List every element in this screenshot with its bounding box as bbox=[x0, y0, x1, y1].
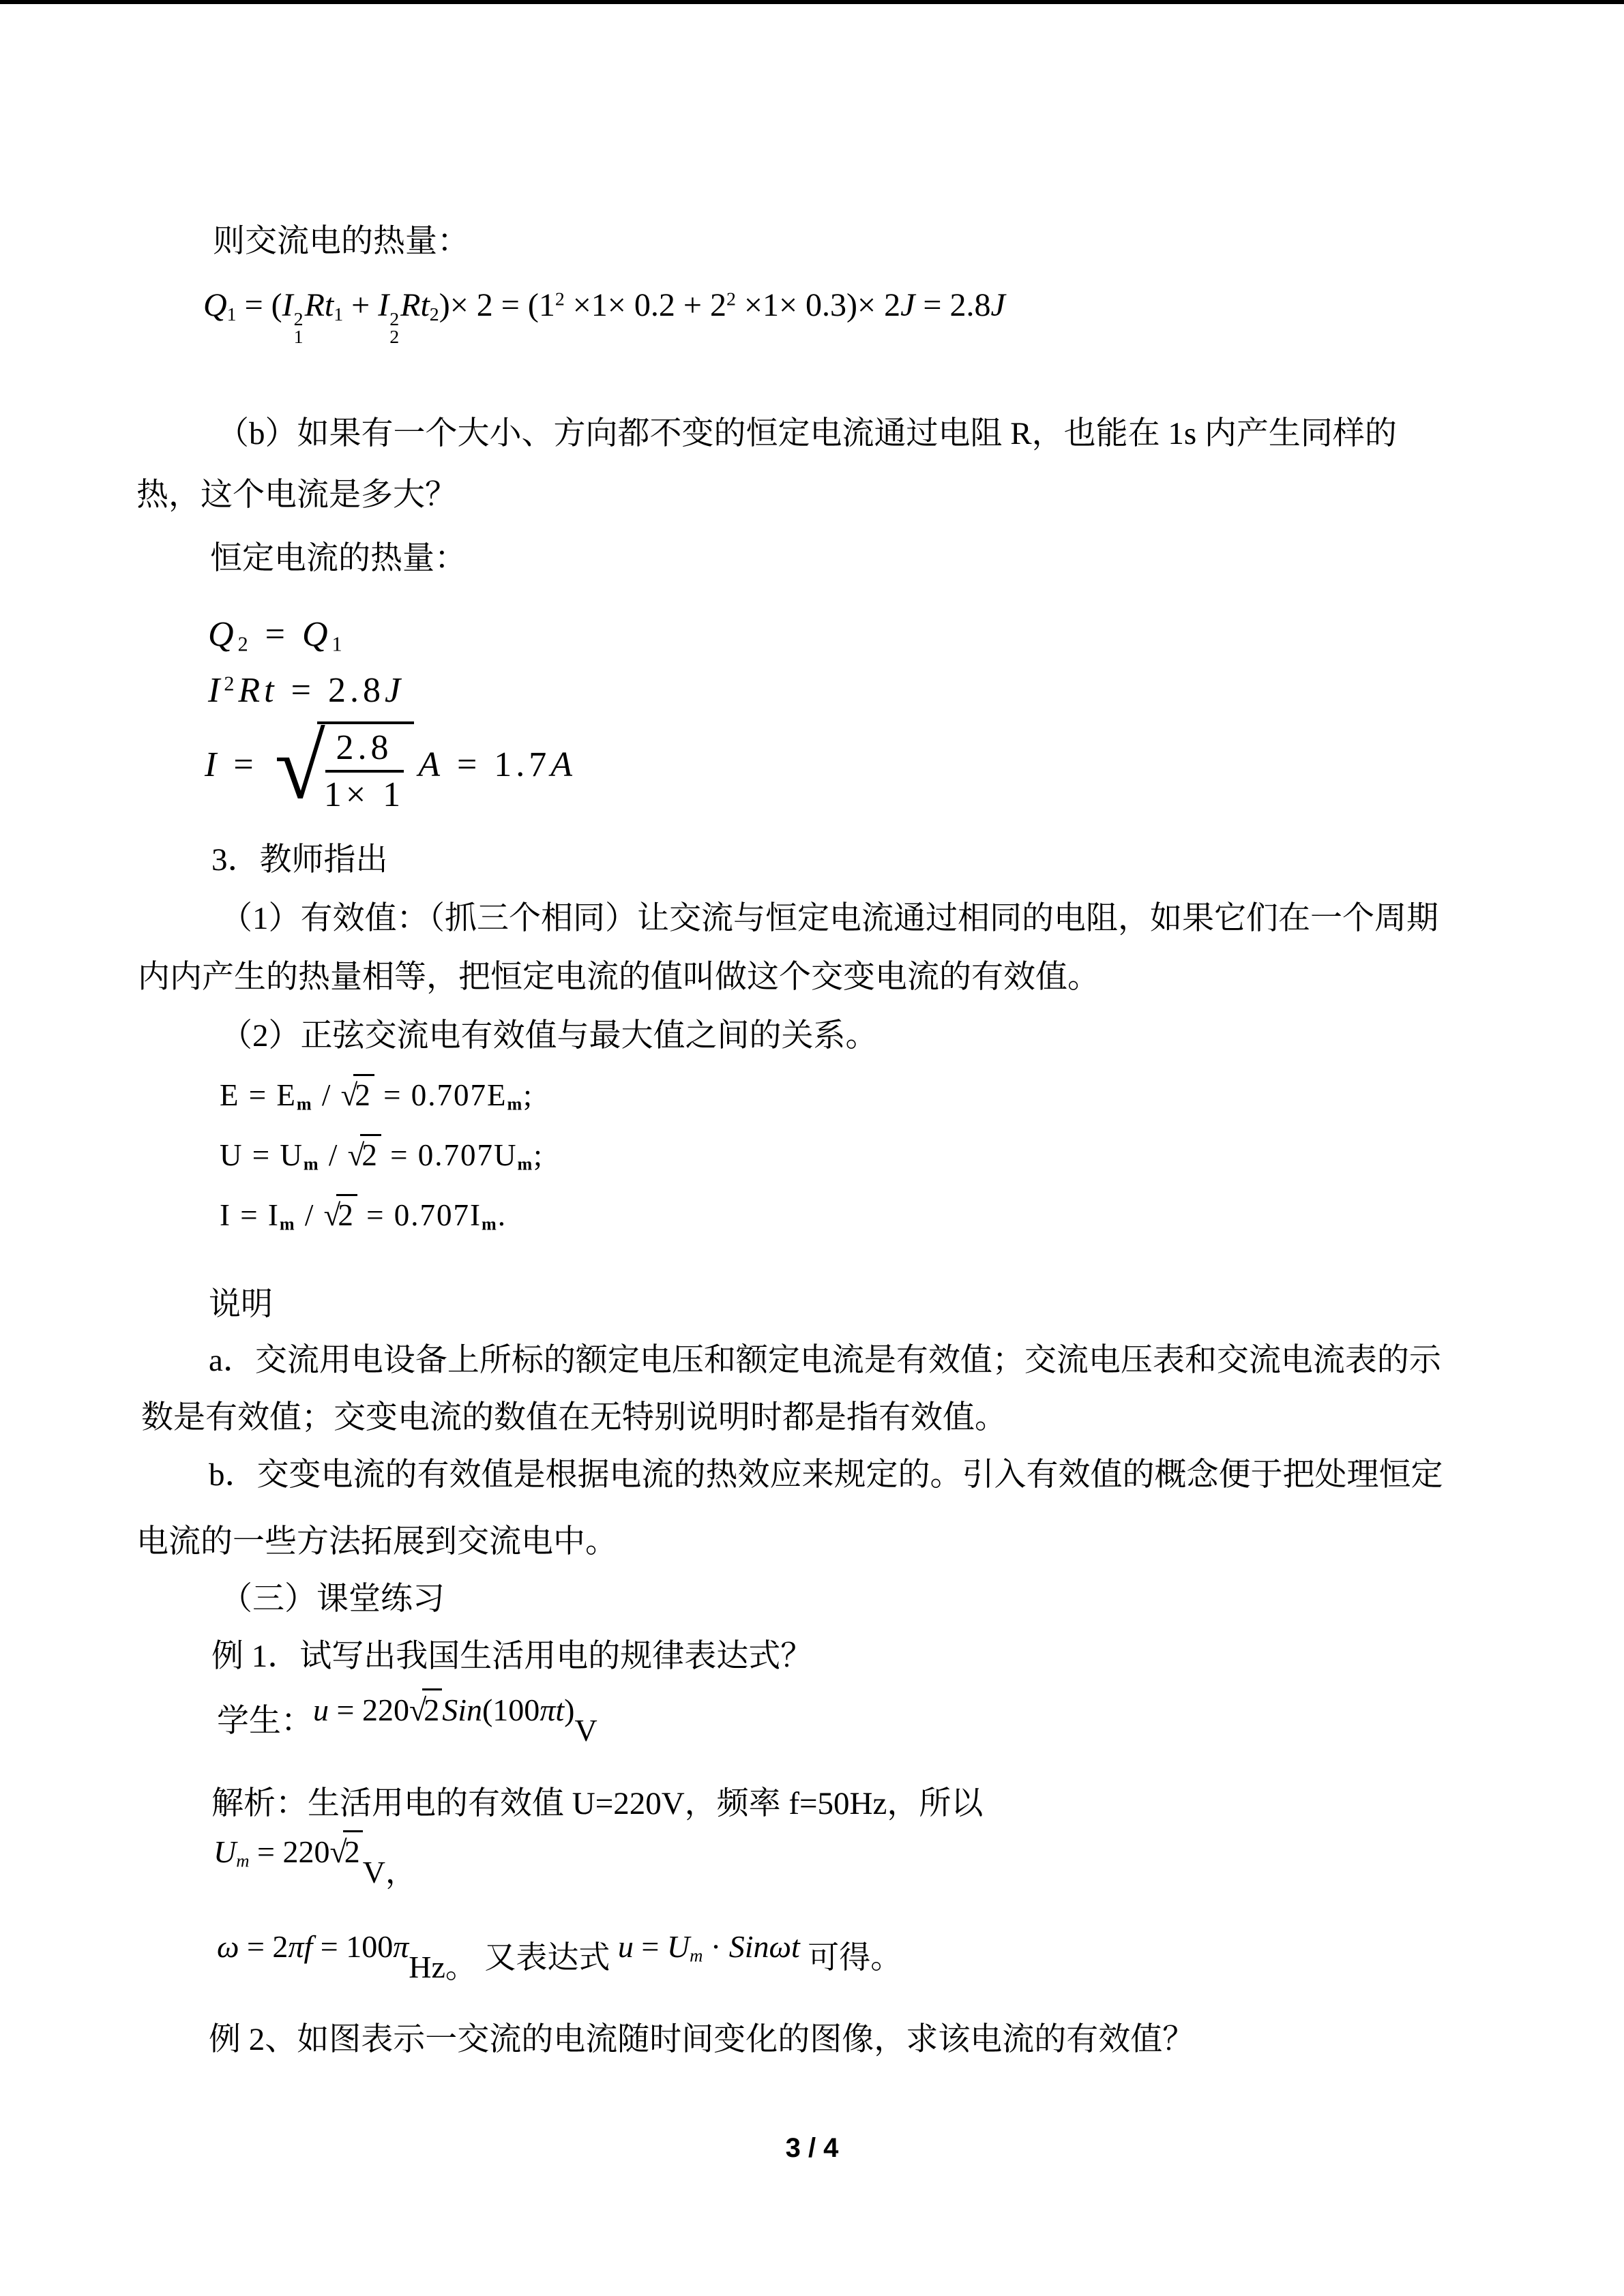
para-b-question-line2: 热，这个电流是多大？ bbox=[136, 477, 457, 513]
para-note-b-line2: 电流的一些方法拓展到交流电中。 bbox=[136, 1524, 617, 1560]
student-answer-line bbox=[217, 1693, 597, 1748]
page-top-border bbox=[0, 0, 1624, 4]
para-analysis: 解析：生活用电的有效值 U=220V，频率 f=50Hz，所以 bbox=[211, 1786, 984, 1821]
para-effective-def-line1: （1）有效值：（抓三个相同）让交流与恒定电流通过相同的电阻，如果它们在一个周期 bbox=[220, 901, 1438, 936]
para-b-question-line1: （b）如果有一个大小、方向都不变的恒定电流通过电阻 R，也能在 1s 内产生同样的 bbox=[217, 416, 1397, 451]
formula-q1-ac-heat: Q1 = (I 2 1 Rt1 + I 2 2 $Rt2)\times 2 = (1^2 \times 1\times 0.2 + 2^2 \times 1\times 0.3)\times 2J = 2.8J$ bbox=[203, 287, 1005, 348]
formula-student-expression: u = 220√2Sin(100πt)V bbox=[313, 1703, 597, 1738]
para-note-a-line2: 数是有效值；交变电流的数值在无特别说明时都是指有效值。 bbox=[141, 1400, 1007, 1435]
para-example2: 例 2、如图表示一交流的电流随时间变化的图像，求该电流的有效值？ bbox=[209, 2022, 1195, 2057]
para-example1: 例 1．试写出我国生活用电的规律表达式？ bbox=[211, 1639, 813, 1674]
formula-q2-equals-q1: Q2 = Q1 bbox=[208, 615, 346, 656]
formula-i-sqrt: I = √ $\frac{2.8}{1\times 1}$ A = 1.7A bbox=[205, 716, 577, 818]
para-then-ac-heat: 则交流电的热量： bbox=[213, 224, 469, 259]
para-constant-current-heat: 恒定电流的热量： bbox=[210, 541, 467, 576]
formula-u-rms: U = Um / √2 = 0.707Um; bbox=[220, 1134, 544, 1176]
student-label: 学生： bbox=[217, 1703, 313, 1739]
formula-i-rms: I = Im / √2 = 0.707Im. bbox=[220, 1194, 507, 1236]
formula-i2rt: $I^2Rt = 2.8J$ bbox=[208, 671, 405, 710]
para-note-heading: 说明 bbox=[209, 1287, 273, 1322]
formula-e-rms: E = Em / √2 = 0.707Em; bbox=[220, 1074, 533, 1116]
para-note-a-line1: a．交流用电设备上所标的额定电压和额定电流是有效值；交流电压表和交流电流表的示 bbox=[209, 1343, 1441, 1378]
para-effective-def-line2: 内内产生的热量相等，把恒定电流的值叫做这个交变电流的有效值。 bbox=[138, 959, 1099, 995]
para-teacher-points: 3．教师指出 bbox=[211, 842, 388, 878]
formula-omega-line: ω = 2πf = 100πHz。 又表达式 u = Um · Sinωt 可得。 bbox=[217, 1929, 902, 1984]
formula-um-peak: Um = 220√2V， bbox=[213, 1841, 417, 1883]
para-note-b-line1: b．交变电流的有效值是根据电流的热效应来规定的。引入有效值的概念便于把处理恒定 bbox=[209, 1457, 1443, 1493]
para-sine-relation: （2）正弦交流电有效值与最大值之间的关系。 bbox=[220, 1018, 878, 1054]
page-number: 3 / 4 bbox=[785, 2133, 839, 2163]
para-class-practice: （三）课堂练习 bbox=[220, 1581, 445, 1617]
